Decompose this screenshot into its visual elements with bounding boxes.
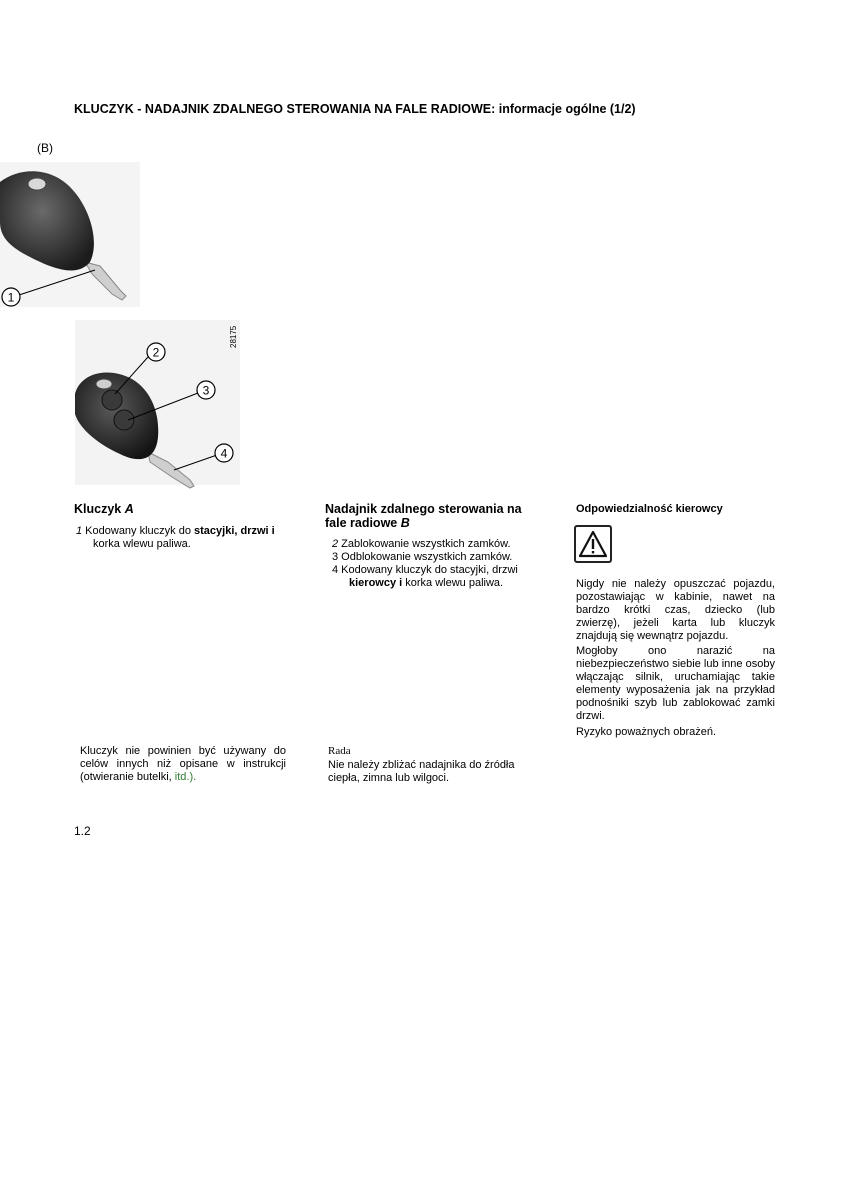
figure-label: (B) xyxy=(37,141,53,155)
remote-item-2: 2 Zablokowanie wszystkich zamków. xyxy=(332,538,511,550)
key-a-heading: Kluczyk A xyxy=(74,502,134,516)
driver-responsibility-heading: Odpowiedzialność kierowcy xyxy=(576,503,723,515)
callout-1-label: 1 xyxy=(7,290,15,305)
advice-label: Rada xyxy=(328,745,351,757)
key-usage-note: Kluczyk nie powinien być używany do celów innych niż opisane w instrukcji (otwieranie butelki, itd.). xyxy=(80,745,286,783)
page-title: KLUCZYK - NADAJNIK ZDALNEGO STEROWANIA NA FALE RADIOWE: informacje ogólne (1/2) xyxy=(74,102,636,116)
callout-4-label: 4 xyxy=(220,446,228,461)
key-illustration xyxy=(0,162,250,492)
remote-b-heading: Nadajnik zdalnego sterowania na fale radiowe B xyxy=(325,502,522,530)
figure-code: 28175 xyxy=(229,325,238,348)
remote-item-3: 3 Odblokowanie wszystkich zamków. xyxy=(332,551,513,563)
callout-3-label: 3 xyxy=(202,383,210,398)
remote-b-items: 2 Zablokowanie wszystkich zamków. 3 Odblokowanie wszystkich zamków. 4 Kodowany kluczyk do stacyjki, drzwi kierowcy i korka wlewu paliwa. xyxy=(332,538,532,590)
key-a-item-1: 1 Kodowany kluczyk do stacyjki, drzwi i korka wlewu paliwa. xyxy=(76,525,275,550)
page-number: 1.2 xyxy=(74,824,91,838)
advice-text: Nie należy zbliżać nadajnika do źródła ciepła, zimna lub wilgoci. xyxy=(328,759,515,784)
warning-text: Nigdy nie należy opuszczać pojazdu, pozostawiając w kabinie, nawet na bardzo krótki czas, dziecko (lub zwierzę), jeżeli karta lub kluczyk znajdują się wewnątrz pojazdu. Mogłoby ono narazić na niebezpieczeństwo siebie lub inne osoby włączając silnik, uruchamiając takie elementy wyposażenia jak na przykład podnośniki szyb lub zablokować zamki drzwi. Ryzyko poważnych obrażeń. xyxy=(576,578,775,738)
warning-triangle-icon xyxy=(578,530,608,558)
callout-2-label: 2 xyxy=(152,345,160,360)
warning-box xyxy=(574,525,612,563)
remote-item-4: 4 Kodowany kluczyk do stacyjki, drzwi xyxy=(332,564,518,576)
